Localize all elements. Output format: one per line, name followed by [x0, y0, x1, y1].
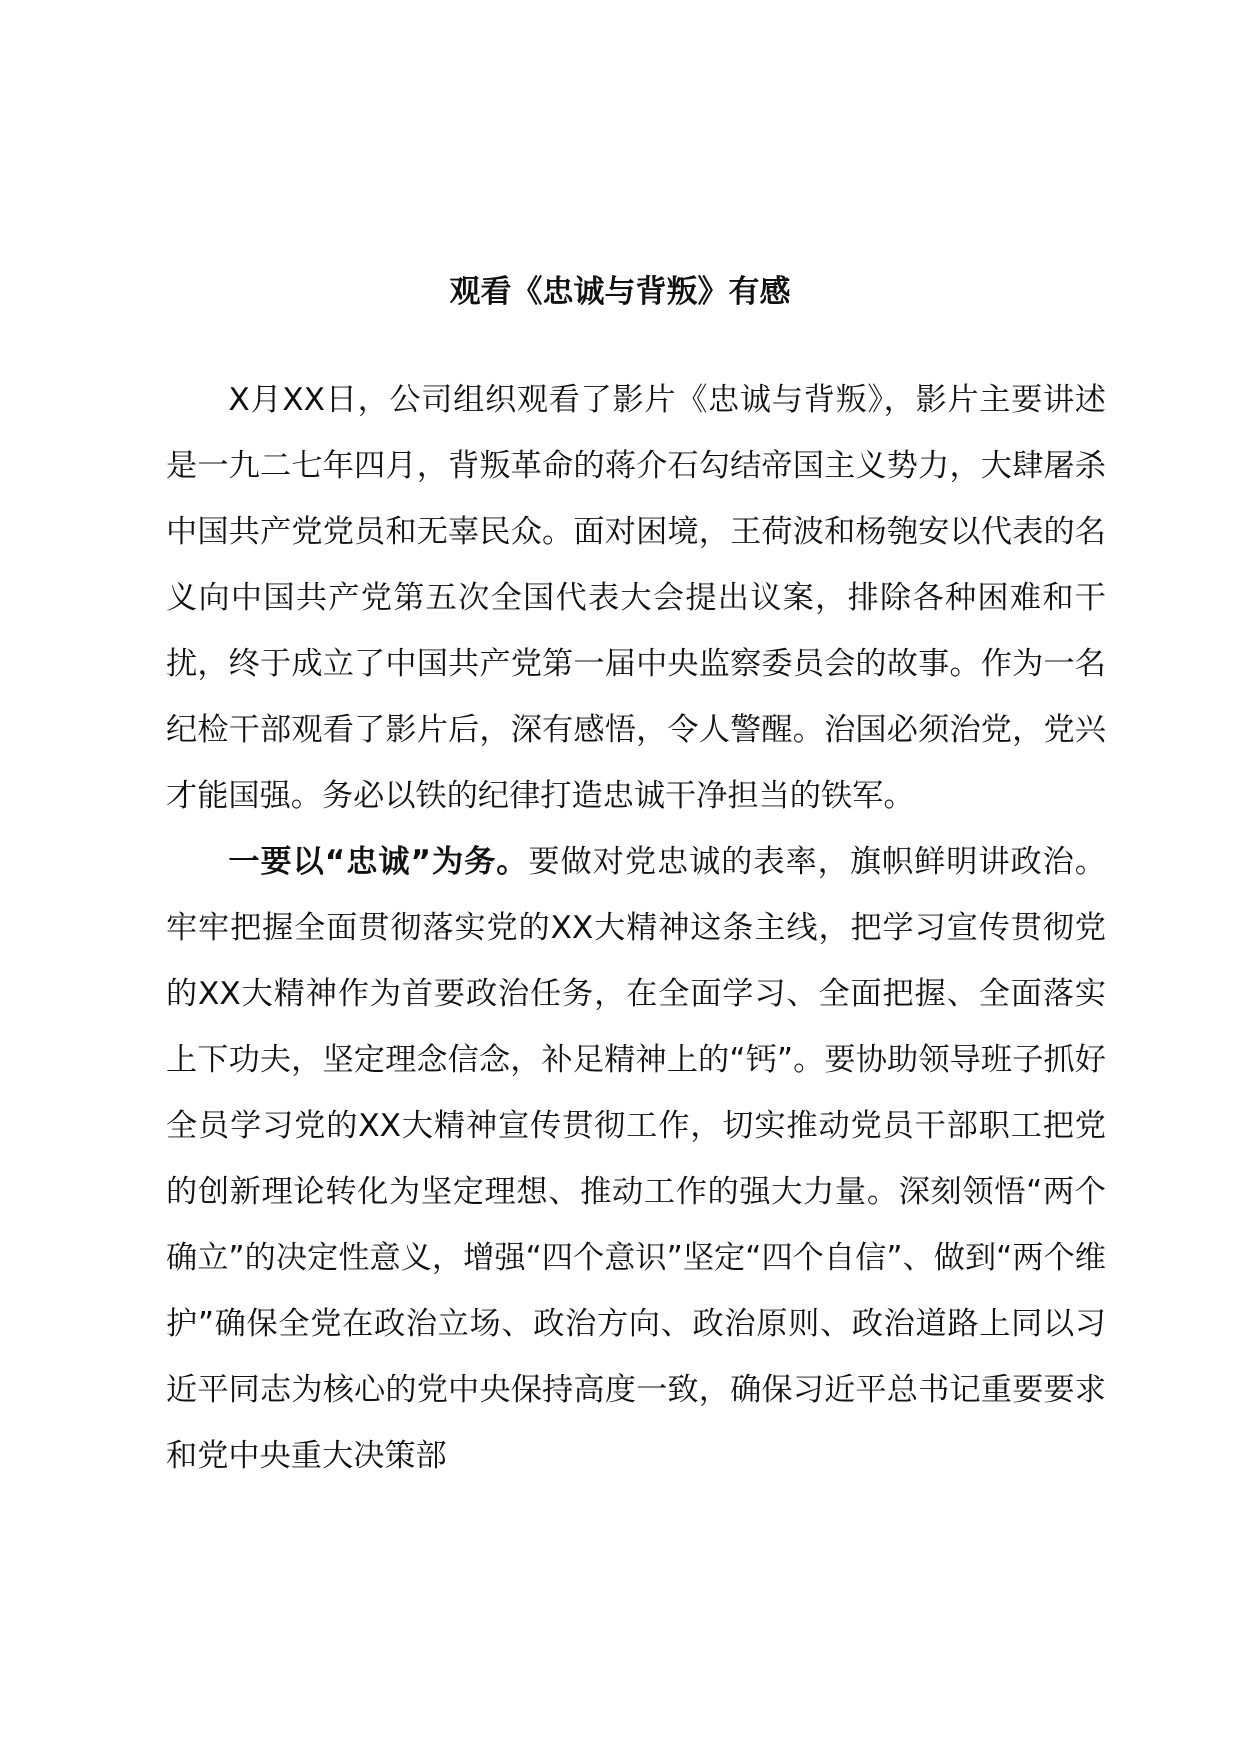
document-body	[166, 367, 1106, 1489]
paragraph-loyalty-heading: 一要以“忠诚”为务。	[228, 844, 529, 880]
document-title: 观看《忠诚与背叛》有感	[449, 274, 791, 310]
paragraph-loyalty	[166, 829, 1106, 1489]
paragraph-intro: X月XX日，公司组织观看了影片《忠诚与背叛》，影片主要讲述是一九二七年四月，背叛革命的蒋介石勾结帝国主义势力，大肆屠杀中国共产党党员和无辜民众。面对困境，王荷波和杨匏安以代表的名义向中国共产党第五次全国代表大会提出议案，排除各种困难和干扰，终于成立了中国共产党第一届中央监察委员会的故事。作为一名纪检干部观看了影片后，深有感悟，令人警醒。治国必须治党，党兴才能国强。务必以铁的纪律打造忠诚干净担当的铁军。	[166, 382, 1106, 814]
paragraph-loyalty-body: 要做对党忠诚的表率，旗帜鲜明讲政治。牢牢把握全面贯彻落实党的XX大精神这条主线，把学习宣传贯彻党的XX大精神作为首要政治任务，在全面学习、全面把握、全面落实上下功夫，坚定理念信念，补足精神上的“钙”。要协助领导班子抓好全员学习党的XX大精神宣传贯彻工作，切实推动党员干部职工把党的创新理论转化为坚定理想、推动工作的强大力量。深刻领悟“两个确立”的决定性意义，增强“四个意识”坚定“四个自信”、做到“两个维护”确保全党在政治立场、政治方向、政治原则、政治道路上同以习近平同志为核心的党中央保持高度一致，确保习近平总书记重要要求和党中央重大决策部	[166, 844, 1106, 1474]
